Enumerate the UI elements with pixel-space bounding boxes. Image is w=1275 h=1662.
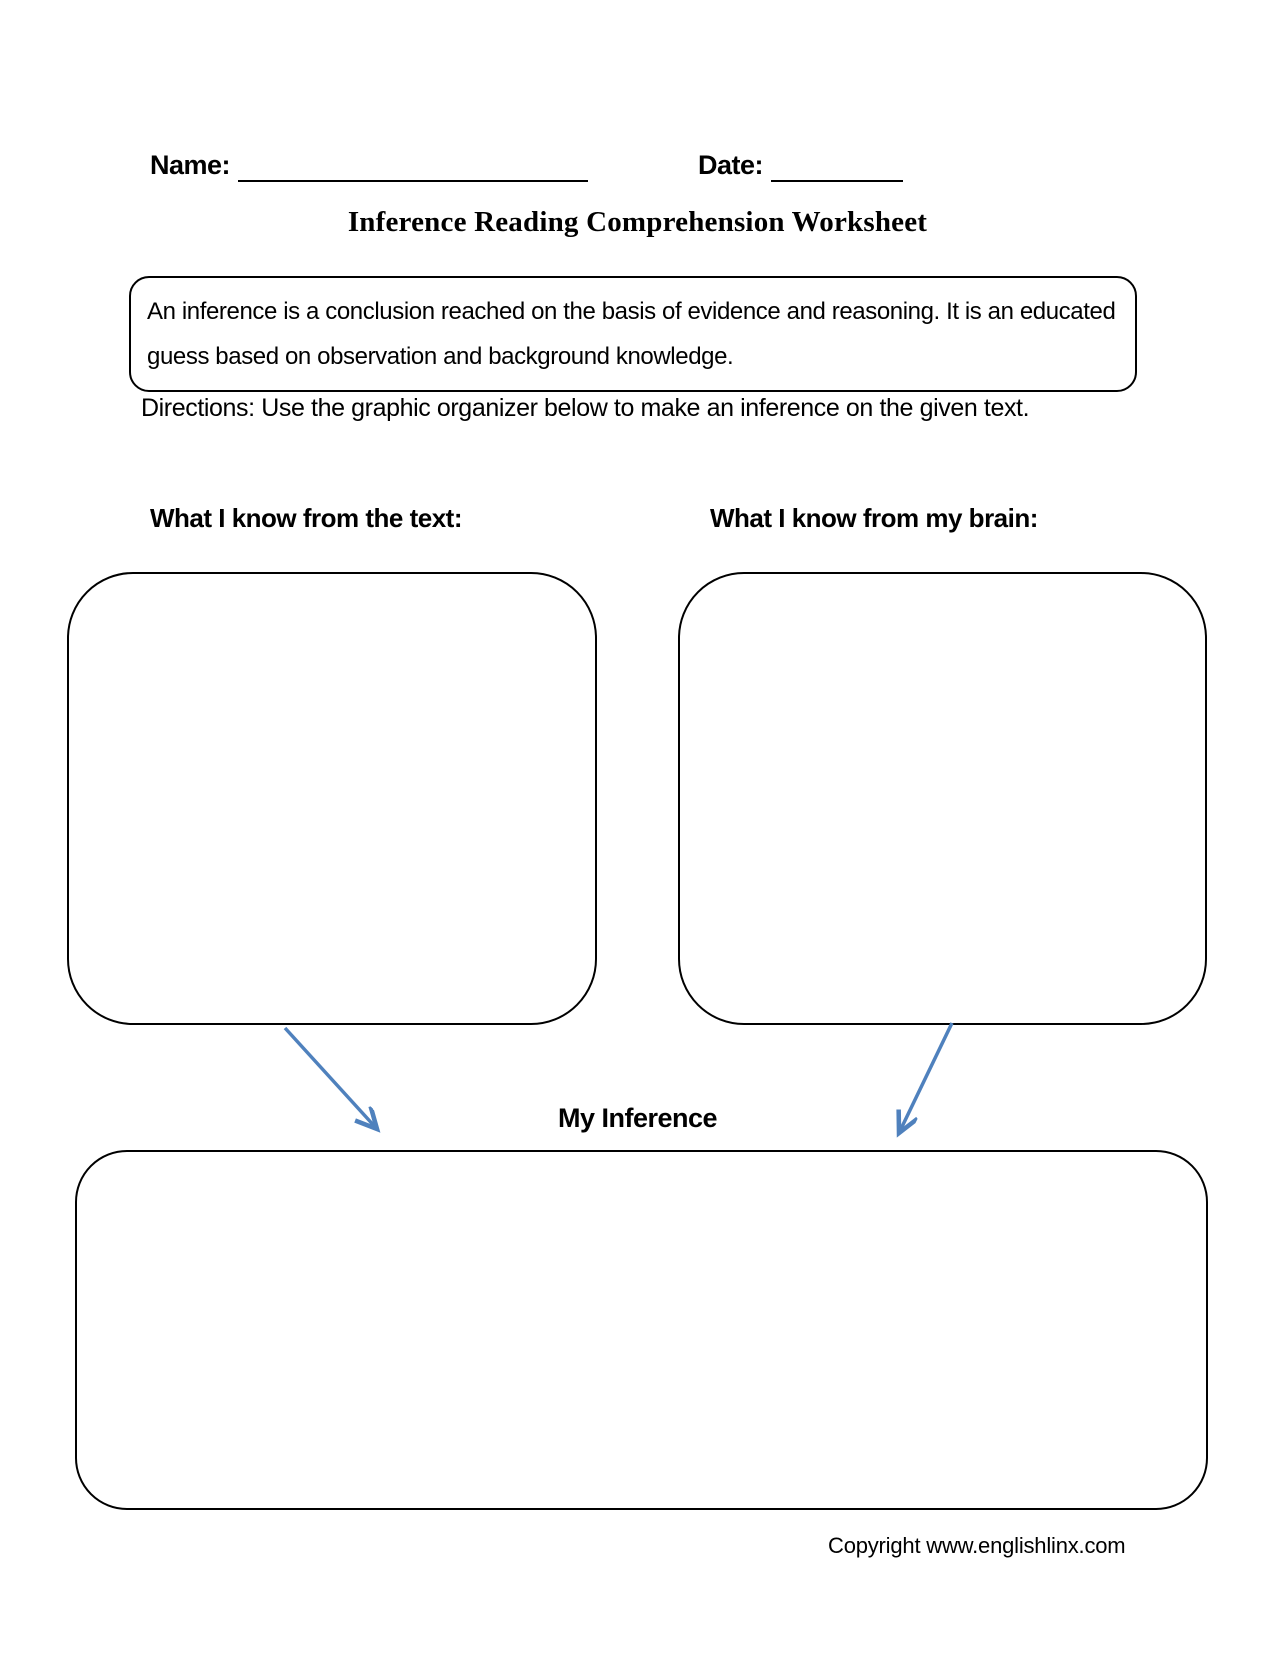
name-input-line[interactable] (238, 152, 588, 182)
worksheet-title: Inference Reading Comprehension Worksheet (347, 206, 928, 238)
text-knowledge-box[interactable] (67, 572, 597, 1025)
date-input-line[interactable] (771, 152, 903, 182)
text-knowledge-label: What I know from the text: (150, 503, 462, 533)
definition-box (129, 276, 1137, 392)
name-date-row (0, 148, 1275, 192)
date-label: Date: (698, 150, 764, 180)
directions-text: Directions: Use the graphic organizer below to make an inference on the given text. (141, 394, 1030, 422)
my-inference-box[interactable] (75, 1150, 1208, 1510)
brain-knowledge-label: What I know from my brain: (710, 503, 1038, 533)
brain-knowledge-box[interactable] (678, 572, 1207, 1025)
date-field (698, 148, 903, 182)
my-inference-label: My Inference (557, 1103, 718, 1133)
name-field (150, 148, 588, 182)
name-label: Name: (150, 150, 231, 180)
definition-text: An inference is a conclusion reached on the basis of evidence and reasoning. It is an educated guess based on observation and background knowledge. (147, 298, 1116, 370)
copyright-text: Copyright www.englishlinx.com (828, 1533, 1126, 1558)
